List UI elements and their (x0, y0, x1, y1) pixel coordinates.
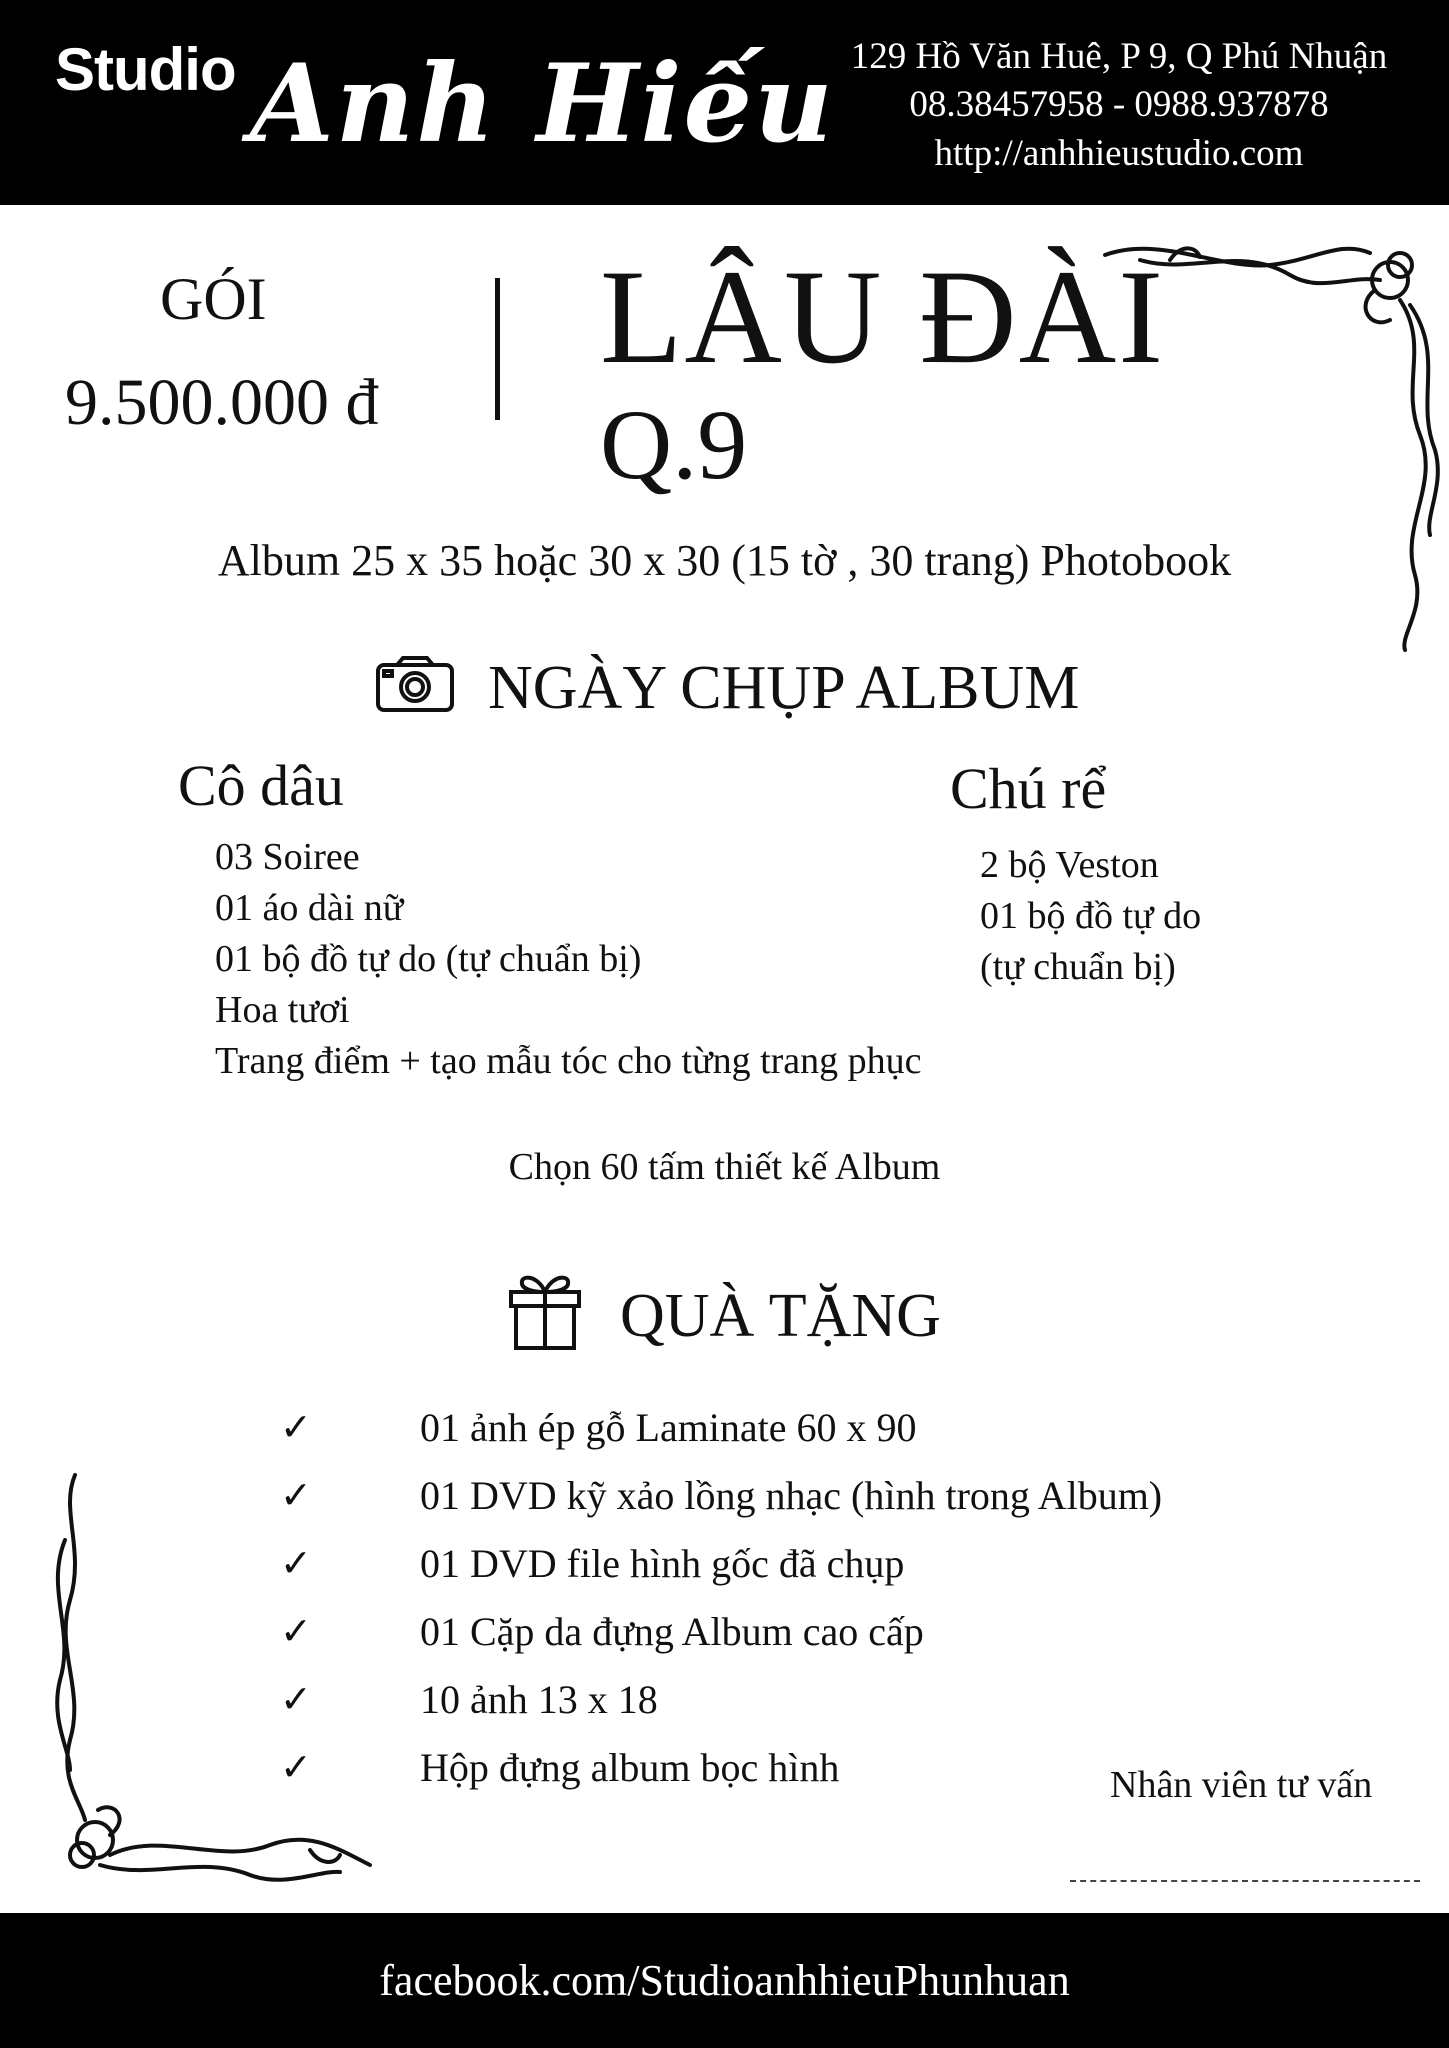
album-spec: Album 25 x 35 hoặc 30 x 30 (15 tờ , 30 trang) Photobook (217, 536, 1232, 585)
studio-phone: 08.38457958 - 0988.937878 (909, 84, 1329, 125)
gift-item-text: Hộp đựng album bọc hình (420, 1744, 840, 1790)
title-divider (495, 278, 500, 420)
bride-items-list (215, 832, 922, 1087)
check-icon: ✓ (280, 1677, 312, 1721)
list-item: 01 bộ đồ tự do (980, 895, 1202, 937)
check-icon: ✓ (280, 1609, 312, 1653)
gift-section-title: QUÀ TẶNG (620, 1282, 941, 1350)
groom-column-title: Chú rể (950, 756, 1107, 821)
check-icon: ✓ (280, 1745, 312, 1789)
list-item (280, 1733, 1162, 1801)
list-item: 2 bộ Veston (980, 844, 1159, 886)
package-price: 9.500.000 đ (65, 366, 379, 439)
list-item: 01 bộ đồ tự do (tự chuẩn bị) (215, 938, 642, 980)
groom-items-list (980, 840, 1201, 993)
gift-item-text: 10 ảnh 13 x 18 (420, 1676, 658, 1722)
list-item: Hoa tươi (215, 989, 350, 1031)
consultant-label: Nhân viên tư vấn (1110, 1764, 1373, 1806)
bride-column-title: Cô dâu (178, 753, 344, 818)
list-item (280, 1393, 1162, 1461)
check-icon: ✓ (280, 1473, 312, 1517)
album-selection-note: Chọn 60 tấm thiết kế Album (508, 1146, 941, 1188)
list-item: 03 Soiree (215, 836, 360, 878)
list-item (280, 1665, 1162, 1733)
signature-line (1070, 1880, 1420, 1882)
list-item: (tự chuẩn bị) (980, 946, 1176, 988)
brand-studio-text: Studio (55, 36, 236, 103)
list-item (280, 1529, 1162, 1597)
gift-item-text: 01 ảnh ép gỗ Laminate 60 x 90 (420, 1404, 917, 1450)
camera-icon (375, 655, 455, 713)
facebook-link[interactable]: facebook.com/StudioanhhieuPhunhuan (379, 1956, 1070, 2005)
gift-item-text: 01 DVD kỹ xảo lồng nhạc (hình trong Album) (420, 1472, 1163, 1518)
package-location: Q.9 (600, 389, 748, 500)
gift-item-text: 01 DVD file hình gốc đã chụp (420, 1540, 905, 1586)
studio-address: 129 Hồ Văn Huê, P 9, Q Phú Nhuận (850, 36, 1388, 77)
corner-flourish-top-right (1100, 235, 1440, 655)
gift-items-list (280, 1393, 1162, 1801)
list-item (280, 1597, 1162, 1665)
studio-website[interactable]: http://anhhieustudio.com (934, 133, 1304, 174)
gift-icon (508, 1270, 582, 1350)
package-name: LÂU ĐÀI (600, 243, 1166, 392)
package-label: GÓI (160, 266, 267, 332)
shoot-section-title: NGÀY CHỤP ALBUM (488, 654, 1080, 722)
list-item: 01 áo dài nữ (215, 887, 404, 929)
corner-flourish-bottom-left (40, 1470, 380, 1890)
gift-item-text: 01 Cặp da đựng Album cao cấp (420, 1608, 924, 1654)
check-icon: ✓ (280, 1541, 312, 1585)
check-icon: ✓ (280, 1405, 312, 1449)
list-item: Trang điểm + tạo mẫu tóc cho từng trang phục (215, 1040, 922, 1082)
brand-logo-name: Anh Hiếu (250, 41, 835, 167)
list-item (280, 1461, 1162, 1529)
